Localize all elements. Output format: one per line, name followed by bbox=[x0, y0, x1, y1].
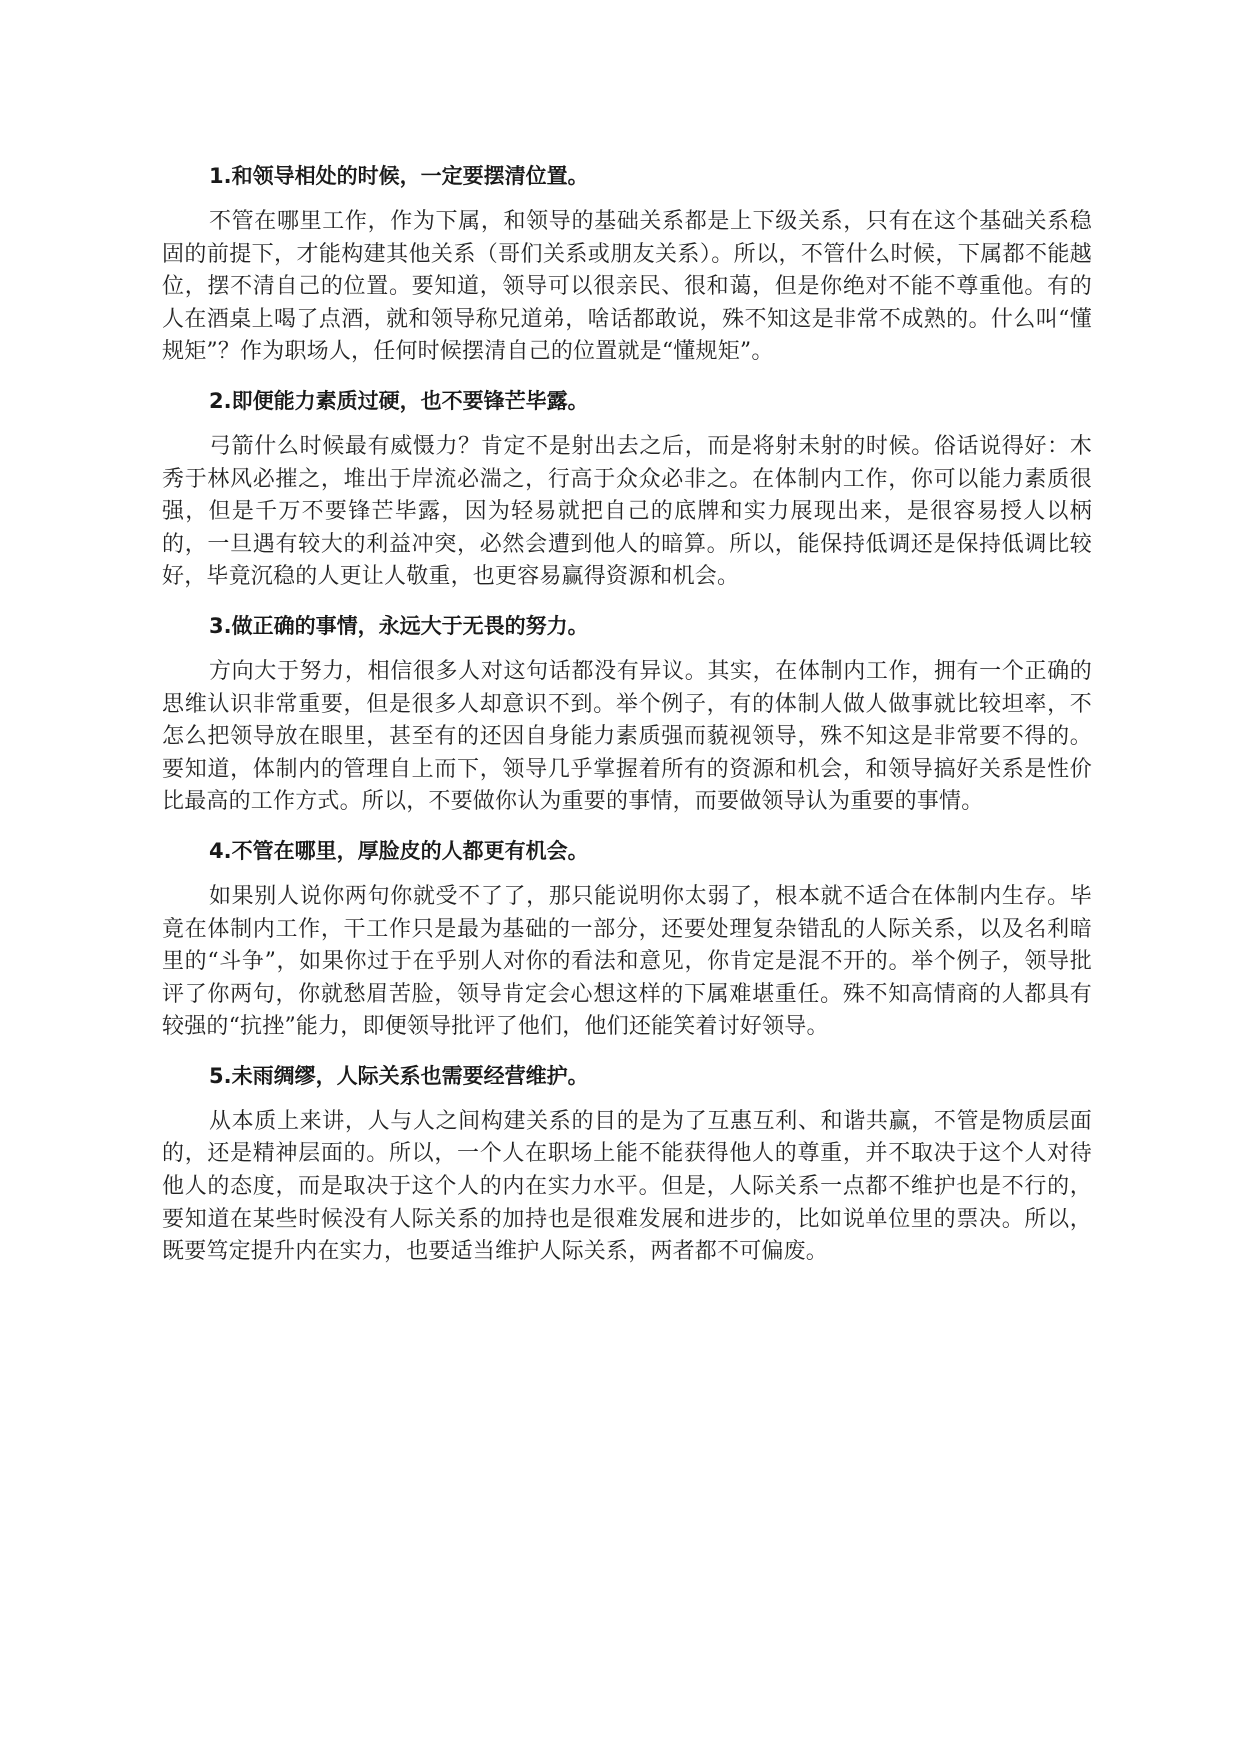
section-paragraph: 从本质上来讲，人与人之间构建关系的目的是为了互惠互利、和谐共赢，不管是物质层面的，还是精神层面的。所以，一个人在职场上能不能获得他人的尊重，并不取决于这个人对待他人的态度，而是取决于这个人的内在实力水平。但是，人际关系一点都不维护也是不行的，要知道在某些时候没有人际关系的加持也是很难发展和进步的，比如说单位里的票决。所以，既要笃定提升内在实力，也要适当维护人际关系，两者都不可偏废。 bbox=[162, 1108, 1092, 1265]
section-1 bbox=[162, 160, 1092, 369]
section-paragraph: 方向大于努力，相信很多人对这句话都没有异议。其实，在体制内工作，拥有一个正确的思维认识非常重要，但是很多人却意识不到。举个例子，有的体制人做人做事就比较坦率，不怎么把领导放在眼里，甚至有的还因自身能力素质强而藐视领导，殊不知这是非常要不得的。要知道，体制内的管理自上而下，领导几乎掌握着所有的资源和机会，和领导搞好关系是性价比最高的工作方式。所以，不要做你认为重要的事情，而要做领导认为重要的事情。 bbox=[162, 658, 1092, 815]
section-5 bbox=[162, 1060, 1092, 1269]
section-paragraph: 弓箭什么时候最有威慑力？肯定不是射出去之后，而是将射未射的时候。俗话说得好：木秀于林风必摧之，堆出于岸流必湍之，行高于众众必非之。在体制内工作，你可以能力素质很强，但是千万不要锋芒毕露，因为轻易就把自己的底牌和实力展现出来，是很容易授人以柄的，一旦遇有较大的利益冲突，必然会遭到他人的暗算。所以，能保持低调还是保持低调比较好，毕竟沉稳的人更让人敬重，也更容易赢得资源和机会。 bbox=[162, 433, 1092, 590]
section-heading: 4.不管在哪里，厚脸皮的人都更有机会。 bbox=[209, 838, 589, 863]
document-content bbox=[162, 160, 1092, 1285]
section-paragraph: 不管在哪里工作，作为下属，和领导的基础关系都是上下级关系，只有在这个基础关系稳固的前提下，才能构建其他关系（哥们关系或朋友关系）。所以，不管什么时候，下属都不能越位，摆不清自己的位置。要知道，领导可以很亲民、很和蔼，但是你绝对不能不尊重他。有的人在酒桌上喝了点酒，就和领导称兄道弟，啥话都敢说，殊不知这是非常不成熟的。什么叫“懂规矩”？作为职场人，任何时候摆清自己的位置就是“懂规矩”。 bbox=[162, 209, 1092, 365]
section-heading: 3.做正确的事情，永远大于无畏的努力。 bbox=[209, 613, 589, 638]
section-heading: 2.即便能力素质过硬，也不要锋芒毕露。 bbox=[209, 388, 589, 413]
section-paragraph: 如果别人说你两句你就受不了了，那只能说明你太弱了，根本就不适合在体制内生存。毕竟在体制内工作，干工作只是最为基础的一部分，还要处理复杂错乱的人际关系，以及名利暗里的“斗争”，如果你过于在乎别人对你的看法和意见，你肯定是混不开的。举个例子，领导批评了你两句，你就愁眉苦脸，领导肯定会心想这样的下属难堪重任。殊不知高情商的人都具有较强的“抗挫”能力，即便领导批评了他们，他们还能笑着讨好领导。 bbox=[162, 883, 1092, 1040]
section-4 bbox=[162, 835, 1092, 1044]
section-heading: 5.未雨绸缪，人际关系也需要经营维护。 bbox=[209, 1063, 589, 1088]
section-3 bbox=[162, 610, 1092, 819]
section-2 bbox=[162, 385, 1092, 594]
section-heading: 1.和领导相处的时候，一定要摆清位置。 bbox=[209, 164, 589, 188]
